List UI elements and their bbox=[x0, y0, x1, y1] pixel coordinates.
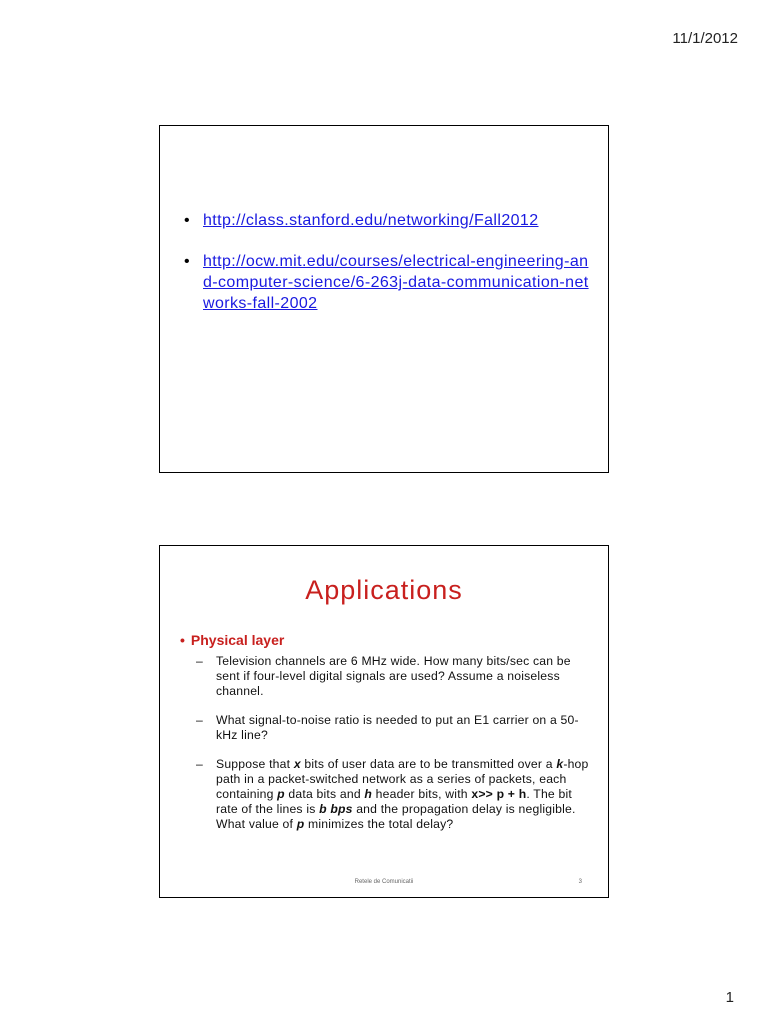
section-label: Physical layer bbox=[190, 632, 285, 648]
stanford-link[interactable]: http://class.stanford.edu/networking/Fall2012 bbox=[203, 212, 539, 229]
links-list bbox=[184, 210, 590, 334]
text-segment: header bits, with bbox=[372, 787, 472, 801]
slide-links bbox=[159, 125, 609, 473]
text-segment: -hop path in a packet-switched network as a series of packets, each containing bbox=[216, 757, 589, 801]
var-x: x bbox=[293, 757, 301, 771]
var-h: h bbox=[364, 787, 373, 801]
question-item: – Television channels are 6 MHz wide. How many bits/sec can be sent if four-level digital signals are used? Assume a noiseless channel. bbox=[196, 654, 590, 699]
text-segment: . The bit rate of the lines is bbox=[216, 787, 572, 816]
text-segment: and the propagation delay is negligible. What value of bbox=[216, 802, 576, 831]
question-item: – What signal-to-noise ratio is needed to put an E1 carrier on a 50-kHz line? bbox=[196, 713, 590, 743]
slide-footer: Retele de Comunicatii bbox=[354, 879, 414, 885]
slide-number: 3 bbox=[578, 879, 582, 885]
list-item bbox=[184, 251, 590, 314]
date-header: 11/1/2012 bbox=[672, 30, 738, 47]
text-segment: Suppose that bbox=[216, 757, 294, 771]
var-p: p bbox=[277, 787, 285, 801]
condition: x>> p + h bbox=[471, 787, 527, 801]
slide-title: Applications bbox=[305, 575, 463, 605]
text-segment: bits of user data are to be transmitted over a bbox=[300, 757, 557, 771]
text-segment: data bits and bbox=[284, 787, 365, 801]
var-p: p bbox=[296, 817, 305, 831]
page-number: 1 bbox=[725, 989, 734, 1006]
list-item bbox=[184, 210, 590, 231]
var-k: k bbox=[556, 757, 564, 771]
section-heading bbox=[180, 632, 284, 648]
slide-applications bbox=[159, 545, 609, 898]
var-b-bps: b bps bbox=[319, 802, 353, 816]
question-list bbox=[196, 654, 590, 846]
text-segment: minimizes the total delay? bbox=[304, 817, 454, 831]
mit-ocw-link[interactable]: http://ocw.mit.edu/courses/electrical-engineering-and-computer-science/6-263j-data-communication-networks-fall-2002 bbox=[203, 253, 589, 312]
bullet-icon: • bbox=[180, 632, 185, 648]
question-item bbox=[196, 757, 590, 832]
